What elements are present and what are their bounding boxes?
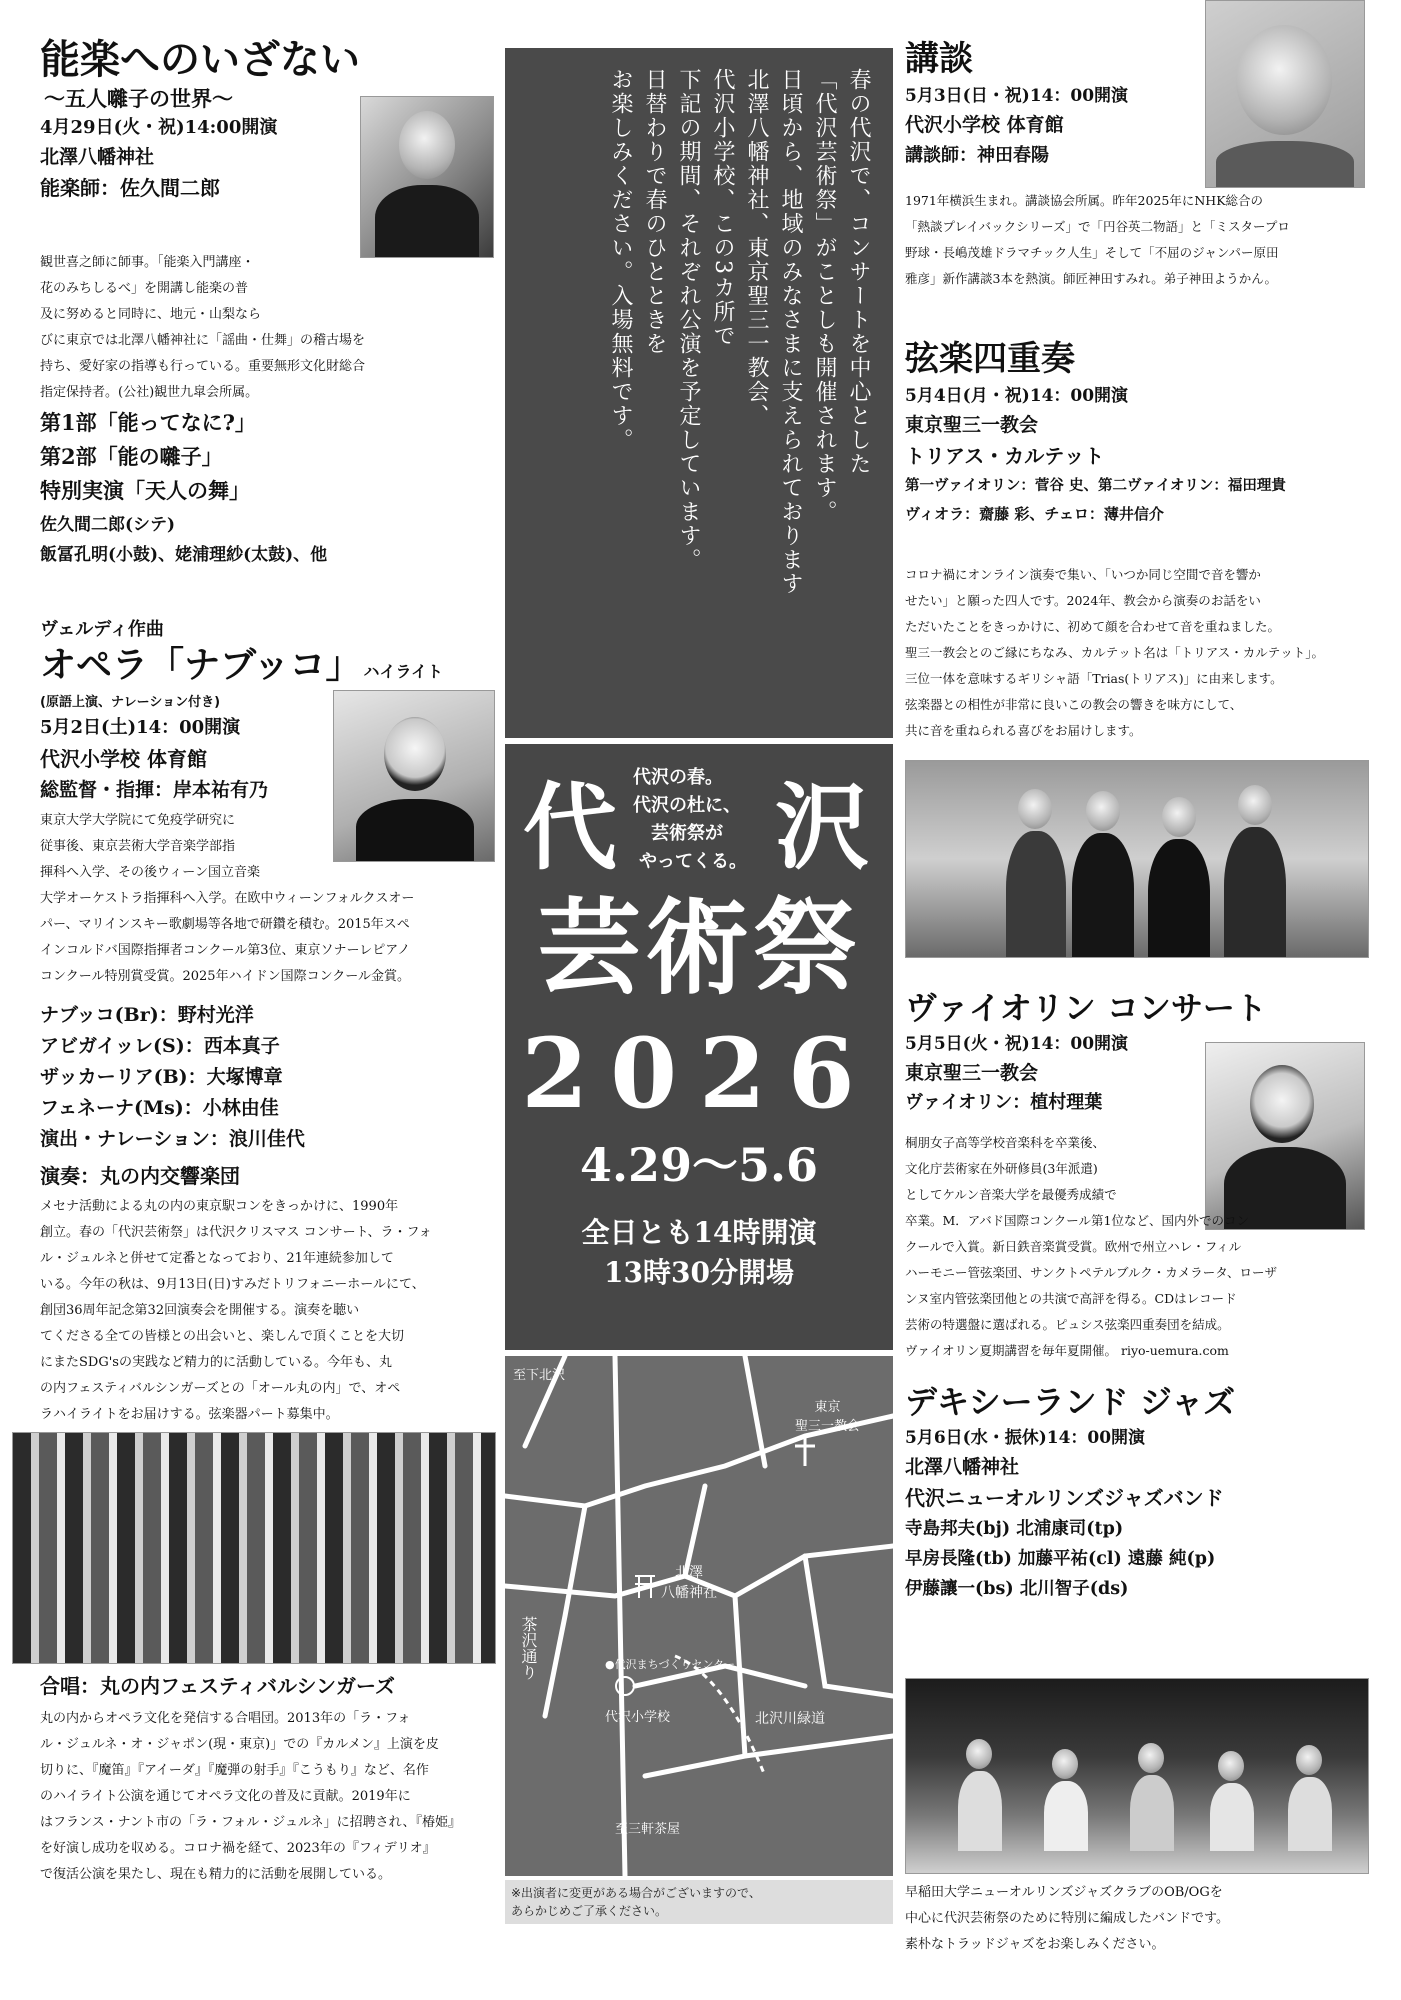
orchestra-bio-line: にまたSDG'sの実践など精力的に活動している。今年も、丸 <box>40 1355 392 1370</box>
quartet-venue: 東京聖三一教会 <box>905 414 1039 436</box>
quartet-bio-line: 弦楽器との相性が非常に良いこの教会の響きを味方にして、 <box>905 697 1243 712</box>
noh-bio-line: 観世喜之師に師事。「能楽入門講座・ <box>40 255 255 270</box>
noh-bio-line: 花のみちしるべ」を開講し能楽の普 <box>40 281 249 296</box>
violin-bio-line: 桐朋女子高等学校音楽科を卒業後、 <box>905 1135 1106 1150</box>
violin-bio <box>905 1130 1370 1364</box>
opera-cast-line: ザッカーリア(B)：大塚博章 <box>40 1066 283 1088</box>
quartet-photo <box>905 760 1369 958</box>
violin-bio-line: ハーモニー管弦楽団、サンクトペテルブルク・カメラータ、ローザ <box>905 1265 1278 1280</box>
orchestra-bio-line: いる。今年の秋は、9月13日(日)すみだトリフォニーホールにて、 <box>40 1277 425 1292</box>
opera-cast-line: 演出・ナレーション：浪川佳代 <box>40 1128 305 1150</box>
kodan-bio-line: 野球・長嶋茂雄ドラマチック人生」そして「不屈のジャンパー原田 <box>905 245 1279 260</box>
orchestra-bio-line: の内フェスティバルシンガーズとの「オール丸の内」で、オペ <box>40 1381 401 1396</box>
orchestra-bio-line: ラハイライトをお届けする。弦楽器パート募集中。 <box>40 1407 339 1422</box>
opera-composer: ヴェルディ作曲 <box>40 619 164 640</box>
quartet-members-1: 第一ヴァイオリン：菅谷 史、第二ヴァイオリン：福田理貴 <box>905 477 1286 494</box>
quartet-bio-line: ただいたことをきっかけに、初めて顔を合わせて音を重ねました。 <box>905 619 1281 634</box>
kodan-bio <box>905 188 1370 292</box>
festival-name: 芸術祭 <box>536 886 861 1009</box>
opera-director: 総監督・指揮：岸本祐有乃 <box>40 779 269 801</box>
orchestra-bio-line: てくださる全ての皆様との出会いと、楽しんで頂くことを大切 <box>40 1329 405 1344</box>
quartet-bio <box>905 562 1370 744</box>
noh-cast-line: 飯冨孔明(小鼓)、姥浦理紗(太鼓)、他 <box>40 545 328 565</box>
quartet-members-2: ヴィオラ：齋藤 彩、チェロ：薄井信介 <box>905 505 1164 523</box>
chorus-name: 合唱：丸の内フェスティバルシンガーズ <box>40 1674 395 1698</box>
opera-title: オペラ「ナブッコ」 <box>40 644 362 686</box>
map-label-school: 代沢小学校 <box>605 1710 671 1725</box>
notice-box <box>505 1880 893 1924</box>
noh-title: 能楽へのいざない <box>40 36 360 83</box>
access-map <box>505 1356 893 1876</box>
kodan-performer-photo <box>1205 0 1365 188</box>
intro-box <box>505 48 893 738</box>
jazz-members <box>905 1514 1370 1604</box>
violin-bio-line: ンヌ室内管弦楽団他との共演で高評を得る。CDはレコード <box>905 1291 1237 1306</box>
festival-dates: 4.29〜5.6 <box>579 1138 819 1192</box>
festival-title-block <box>505 744 893 1350</box>
jazz-member-line: 伊藤讓一(bs) 北川智子(ds) <box>905 1579 1129 1599</box>
violin-title: ヴァイオリン コンサート <box>905 989 1267 1027</box>
quartet-bio-line: せたい」と願った四人です。2024年、教会から演奏のお話をい <box>905 593 1261 608</box>
noh-program-item: 第1部「能ってなに?」 <box>40 410 256 435</box>
notice-line: ※出演者に変更がある場合がございますので、 <box>511 1886 761 1900</box>
noh-venue: 北澤八幡神社 <box>40 146 155 168</box>
kodan-bio-line: 雅彦」新作講談3本を熱演。師匠神田すみれ。弟子神田ようかん。 <box>905 271 1277 286</box>
chorus-bio-line: で復活公演を果たし、現在も精力的に活動を展開している。 <box>40 1867 392 1882</box>
opera-note: (原語上演、ナレーション付き) <box>40 695 221 710</box>
map-label-north: 至下北沢 <box>513 1368 566 1383</box>
jazz-member-line: 早房長隆(tb) 加藤平祐(cl) 遠藤 純(p) <box>905 1549 1216 1569</box>
chorus-group-photo <box>12 1432 496 1664</box>
orchestra-bio-line: 創立。春の「代沢芸術祭」は代沢クリスマス コンサート、ラ・フォ <box>40 1225 432 1240</box>
noh-performer: 能楽師：佐久間二郎 <box>40 176 220 200</box>
jazz-band: 代沢ニューオルリンズジャズバンド <box>905 1486 1224 1510</box>
opera-bio <box>40 808 495 990</box>
chorus-bio-line: ル・ジュルネ・オ・ジャポン(現・東京)」での『カルメン』上演を皮 <box>40 1737 439 1752</box>
intro-line: お楽しみください。入場無料です。 <box>608 68 633 452</box>
opera-cast-line: ナブッコ(Br)：野村光洋 <box>40 1004 254 1026</box>
catch-line: 代沢の杜に、 <box>633 795 741 816</box>
catch-line: 芸術祭が <box>651 823 723 844</box>
jazz-section <box>905 1380 1370 1604</box>
quartet-bio-line: 三位一体を意味するギリシャ語「Trias(トリアス)」に由来します。 <box>905 671 1283 686</box>
title-big-char-2: 沢 <box>775 773 870 883</box>
orchestra-bio <box>40 1194 495 1428</box>
jazz-bio-line: 早稲田大学ニューオルリンズジャズクラブのOB/OGを <box>905 1885 1223 1900</box>
map-roads <box>505 1356 893 1876</box>
noh-cast-line: 佐久間二郎(シテ) <box>40 515 176 535</box>
map-label-street: 茶沢通り <box>519 1616 538 1680</box>
quartet-name: トリアス・カルテット <box>905 444 1105 468</box>
jazz-date: 5月6日(水・振休)14：00開演 <box>905 1428 1146 1448</box>
kodan-section <box>905 36 1205 172</box>
intro-line: 春の代沢で、コンサートを中心とした <box>846 68 871 476</box>
jazz-title: デキシーランド ジャズ <box>905 1383 1236 1421</box>
violin-venue: 東京聖三一教会 <box>905 1062 1039 1084</box>
opera-bio-line: 従事後、東京芸術大学音楽学部指 <box>40 839 236 854</box>
violin-bio-line: 卒業。M．アバド国際コンクール第1位など、国内外でのコン <box>905 1213 1250 1228</box>
catch-line: 代沢の春。 <box>633 767 723 788</box>
opera-date: 5月2日(土)14：00開演 <box>40 717 241 738</box>
violin-bio-line: 文化庁芸術家在外研修員(3年派遣) <box>905 1161 1098 1176</box>
intro-line: 代沢小学校、この3カ所で <box>710 68 735 348</box>
opera-bio-line: パー、マリインスキー歌劇場等各地で研鑽を積む。2015年スペ <box>40 917 410 932</box>
catch-copy <box>633 764 747 876</box>
noh-program-item: 特別実演「天人の舞」 <box>40 478 250 503</box>
quartet-title: 弦楽四重奏 <box>905 339 1075 379</box>
noh-bio-line: 及に努めると同時に、地元・山梨なら <box>40 307 262 322</box>
title-big-char-1: 代 <box>523 773 618 883</box>
intro-line: 北澤八幡神社、東京聖三一教会、 <box>744 68 769 428</box>
chorus-bio-line: 切りに、『魔笛』『アイーダ』『魔弾の射手』『こうもり』など、名作 <box>40 1763 429 1778</box>
jazz-bio-line: 素朴なトラッドジャズをお楽しみください。 <box>905 1937 1165 1952</box>
opera-venue: 代沢小学校 体育館 <box>40 747 207 771</box>
quartet-section <box>905 336 1370 528</box>
opera-cast-line: フェネーナ(Ms)：小林由佳 <box>40 1097 279 1119</box>
jazz-bio-line: 中心に代沢芸術祭のために特別に編成したバンドです。 <box>905 1911 1229 1926</box>
map-label-south: 至三軒茶屋 <box>615 1822 681 1837</box>
jazz-bio <box>905 1880 1370 1958</box>
chorus-bio-line: はフランス・ナント市の「ラ・フォル・ジュルネ」に招聘され、『椿姫』 <box>40 1815 461 1830</box>
intro-line: 下記の期間、それぞれ公演を予定しています。 <box>676 68 701 572</box>
kodan-performer: 講談師：神田春陽 <box>905 145 1049 166</box>
violin-date: 5月5日(火・祝)14：00開演 <box>905 1034 1129 1054</box>
violin-bio-line: としてケルン音楽大学を最優秀成績で <box>905 1187 1117 1202</box>
noh-subtitle: 〜五人囃子の世界〜 <box>44 86 233 111</box>
opera-cast <box>40 1000 495 1155</box>
orchestra-bio-line: ル・ジュルネと併せて定番となっており、21年連続参加して <box>40 1251 394 1266</box>
noh-program <box>40 406 495 508</box>
notice-line: あらかじめご了承ください。 <box>511 1904 668 1918</box>
quartet-bio-line: 聖三一教会とのご縁にちなみ、カルテット名は「トリアス・カルテット」。 <box>905 645 1325 660</box>
orchestra-bio-line: 創団36周年記念第32回演奏会を開催する。演奏を聴い <box>40 1303 360 1318</box>
chorus-bio-line: 丸の内からオペラ文化を発信する合唱団。2013年の「ラ・フォ <box>40 1711 411 1726</box>
quartet-bio-line: コロナ禍にオンライン演奏で集い、「いつか同じ空間で音を響か <box>905 567 1261 582</box>
catch-line: やってくる。 <box>639 851 747 872</box>
noh-date: 4月29日(火・祝)14:00開演 <box>40 117 278 138</box>
violin-bio-line: クールで入賞。新日鉄音楽賞受賞。欧州で州立ハレ・フィル <box>905 1239 1242 1254</box>
opera-highlight: ハイライト <box>363 662 444 681</box>
violin-bio-line: ヴァイオリン夏期講習を毎年夏開催。 riyo-uemura.com <box>905 1343 1229 1358</box>
jazz-member-line: 寺島邦夫(bj) 北浦康司(tp) <box>905 1519 1124 1539</box>
intro-line: 日替わりで春のひとときを <box>642 68 667 356</box>
kodan-bio-line: 「熱談プレイバックシリーズ」で「円谷英二物語」と「ミスタープロ <box>905 219 1290 234</box>
opera-bio-line: 揮科へ入学、その後ウィーン国立音楽 <box>40 865 260 880</box>
noh-bio-line: びに東京では北澤八幡神社に「謡曲・仕舞」の稽古場を <box>40 333 366 348</box>
kodan-bio-line: 1971年横浜生まれ。講談協会所属。昨年2025年にNHK総合の <box>905 193 1264 208</box>
chorus-bio <box>40 1706 495 1888</box>
map-label-shrine: 北澤 八幡神社 <box>661 1565 717 1601</box>
festival-year: 2026 <box>521 1017 877 1130</box>
opera-bio-line: 東京大学大学院にて免疫学研究に <box>40 813 236 828</box>
map-label-church: 東京 聖三一教会 <box>795 1400 861 1434</box>
noh-cast <box>40 510 495 570</box>
map-label-greenway: 北沢川緑道 <box>755 1711 825 1727</box>
chorus-bio-line: のハイライト公演を通じてオペラ文化の普及に貢献。2019年に <box>40 1789 411 1804</box>
chorus-bio-line: を好演し成功を収める。コロナ禍を経て、2023年の『フィデリオ』 <box>40 1841 436 1856</box>
kodan-title: 講談 <box>905 39 973 79</box>
jazz-band-photo <box>905 1678 1369 1874</box>
noh-performer-photo <box>360 96 494 258</box>
quartet-date: 5月4日(月・祝)14：00開演 <box>905 386 1129 406</box>
noh-bio <box>40 250 495 406</box>
quartet-bio-line: 共に音を重ねられる喜びをお届けします。 <box>905 723 1142 738</box>
violin-performer: ヴァイオリン：植村理葉 <box>905 1092 1103 1113</box>
kodan-venue: 代沢小学校 体育館 <box>905 114 1064 136</box>
orchestra-name: 演奏：丸の内交響楽団 <box>40 1164 240 1188</box>
noh-bio-line: 指定保持者。(公社)観世九皐会所属。 <box>40 385 259 400</box>
orchestra-bio-line: メセナ活動による丸の内の東京駅コンをきっかけに、1990年 <box>40 1199 399 1214</box>
noh-program-item: 第2部「能の囃子」 <box>40 444 223 469</box>
opera-bio-line: 大学オーケストラ指揮科へ入学。在欧中ウィーンフォルクスオー <box>40 891 415 906</box>
intro-line: 日頃から、地域のみなさまに支えられております <box>778 68 803 596</box>
open-time: 13時30分開場 <box>604 1256 794 1289</box>
opera-bio-line: インコルドバ国際指揮者コンクール第3位、東京ソナーレピアノ <box>40 943 411 958</box>
intro-line: 「代沢芸術祭」がことしも開催されます。 <box>812 68 837 524</box>
jazz-venue: 北澤八幡神社 <box>905 1456 1020 1478</box>
intro-text <box>603 68 875 628</box>
noh-bio-line: 持ち、愛好家の指導も行っている。重要無形文化財総合 <box>40 359 366 374</box>
map-label-center: ●代沢まちづくりセンター <box>605 1658 736 1671</box>
violin-bio-line: 芸術の特選盤に選ばれる。ピュシス弦楽四重奏団を結成。 <box>905 1317 1230 1332</box>
opera-bio-line: コンクール特別賞受賞。2025年ハイドン国際コンクール金賞。 <box>40 969 411 984</box>
start-time: 全日とも14時開演 <box>581 1216 817 1249</box>
opera-cast-line: アビガイッレ(S)：西本真子 <box>40 1035 280 1057</box>
kodan-date: 5月3日(日・祝)14：00開演 <box>905 86 1129 106</box>
